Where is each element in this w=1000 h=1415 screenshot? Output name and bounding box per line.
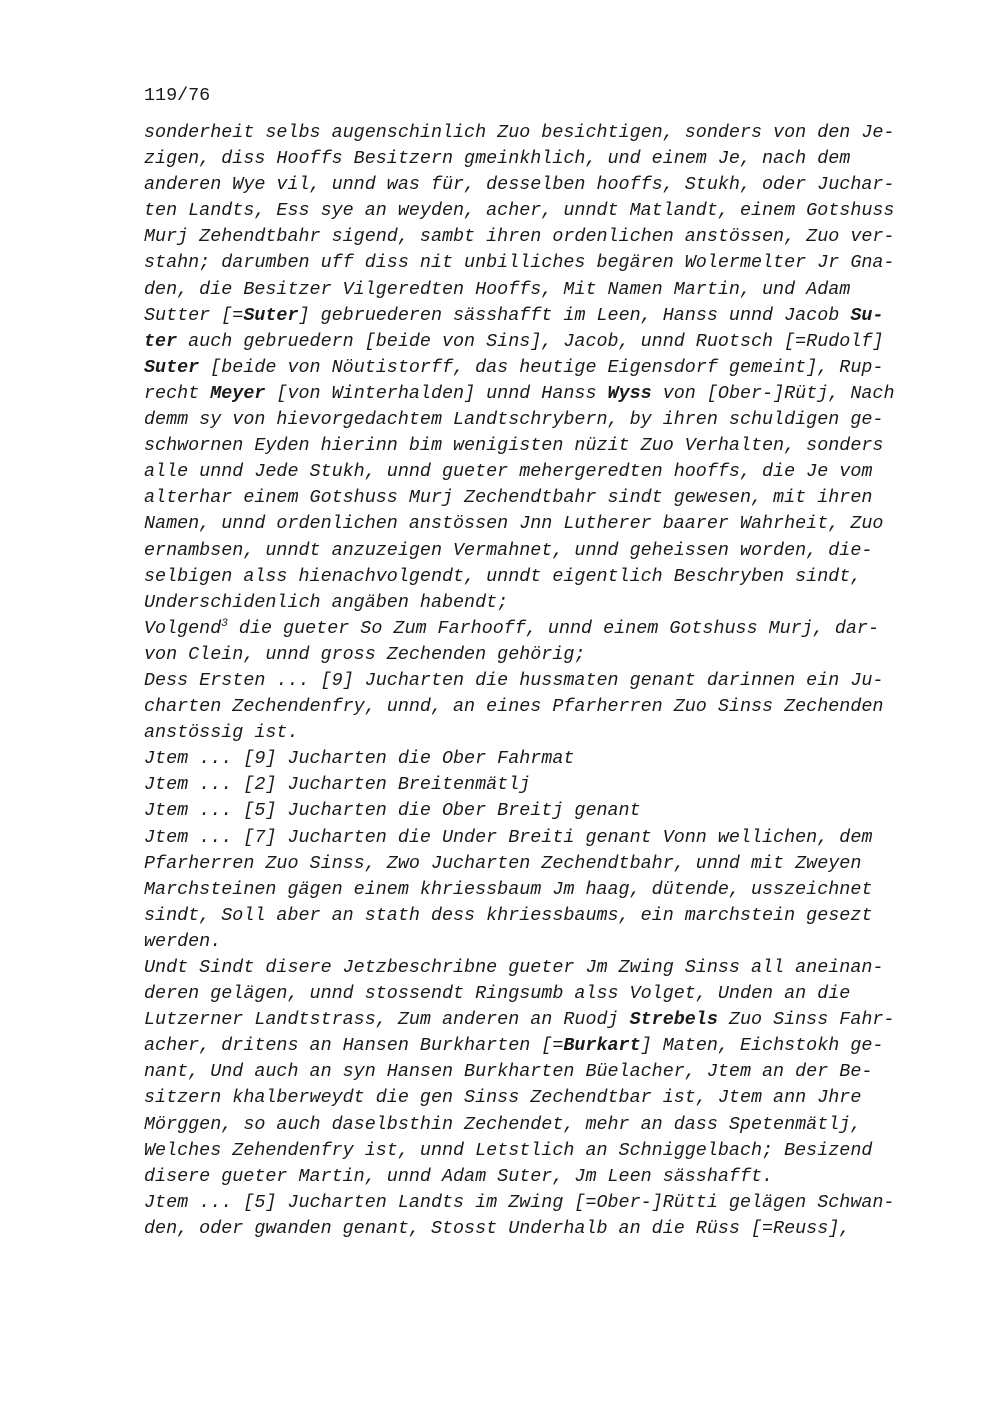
text-segment: disere gueter Martin, unnd Adam Suter, Jm Leen sässhafft. (144, 1165, 774, 1187)
text-segment: anderen Wye vil, unnd was für, desselben hooffs, Stukh, oder Juchar- (144, 174, 895, 196)
text-line (144, 1059, 894, 1085)
text-segment: stahn; darumben uff diss nit unbilliches begären Wolermelter Jr Gna- (144, 252, 895, 274)
text-segment: sindt, Soll aber an stath dess khriessbaums, ein marchstein gesezt (144, 904, 873, 926)
text-segment: Pfarherren Zuo Sinss, Zwo Jucharten Zechendtbahr, unnd mit Zweyen (144, 852, 862, 874)
text-line (144, 250, 894, 276)
text-segment: Dess Ersten ... [9] Jucharten die hussmaten genant darinnen ein Ju- (144, 669, 884, 691)
text-segment: Undt Sindt disere Jetzbeschribne gueter Jm Zwing Sinss all aneinan- (144, 957, 884, 978)
bold-surname: Burkart (563, 1035, 641, 1057)
text-line (144, 616, 894, 642)
text-segment: die gueter So Zum Farhooff, unnd einem Gotshuss Murj, dar- (227, 617, 880, 639)
bold-surname: Strebels (629, 1009, 718, 1031)
text-segment: Murj Zehendtbahr sigend, sambt ihren ordenlichen anstössen, Zuo ver- (144, 226, 895, 248)
text-segment: Jtem ... [5] Jucharten Landts im Zwing [=Ober-]Rütti gelägen Schwan- (144, 1191, 895, 1213)
text-segment: den, die Besitzer Vilgeredten Hooffs, Mit Namen Martin, und Adam (144, 278, 851, 300)
bold-surname: Su- (850, 304, 884, 326)
text-segment: alle unnd Jede Stukh, unnd gueter mehergeredten hooffs, die Je vom (144, 461, 873, 483)
text-line (144, 825, 894, 851)
text-line (144, 694, 894, 720)
text-segment: zigen, diss Hooffs Besitzern gmeinkhlich, und einem Je, nach dem (144, 148, 851, 170)
text-line (144, 511, 894, 537)
text-segment: Sutter [= (144, 304, 244, 326)
bold-surname: Meyer (210, 382, 266, 404)
text-segment: Zuo Sinss Fahr- (717, 1009, 895, 1031)
text-segment: schwornen Eyden hierinn bim wenigisten nüzit Zuo Verhalten, sonders (144, 435, 884, 457)
text-line (144, 746, 894, 772)
text-line (144, 485, 894, 511)
text-line (144, 1112, 894, 1138)
text-line (144, 172, 894, 198)
text-segment: Volgend (144, 617, 222, 639)
text-line (144, 720, 894, 746)
text-segment: Jtem ... [2] Jucharten Breitenmätlj (144, 774, 531, 796)
text-segment: auch gebruedern [beide von Sins], Jacob, unnd Ruotsch [=Rudolf] (177, 330, 884, 352)
text-line (144, 642, 894, 668)
text-line (144, 1085, 894, 1111)
text-segment: acher, dritens an Hansen Burkharten [= (144, 1035, 564, 1057)
text-segment: Jtem ... [5] Jucharten die Ober Breitj genant (144, 800, 641, 822)
text-segment: charten Zechendenfry, unnd, an eines Pfarherren Zuo Sinss Zechenden (144, 696, 884, 718)
text-segment: Mörggen, so auch daselbsthin Zechendet, mehr an dass Spetenmätlj, (144, 1113, 862, 1135)
text-segment: Namen, unnd ordenlichen anstössen Jnn Lutherer baarer Wahrheit, Zuo (144, 513, 884, 535)
text-line (144, 198, 894, 224)
text-segment: selbigen alss hienachvolgendt, unndt eigentlich Beschryben sindt, (144, 565, 862, 587)
bold-surname: Suter (243, 304, 299, 326)
text-line (144, 668, 894, 694)
text-line (144, 1190, 894, 1216)
text-line (144, 459, 894, 485)
text-segment: nant, Und auch an syn Hansen Burkharten Büelacher, Jtem an der Be- (144, 1061, 873, 1083)
text-line (144, 224, 894, 250)
text-line (144, 433, 894, 459)
text-line (144, 903, 894, 929)
footnote-marker: 3 (221, 617, 228, 630)
text-line (144, 981, 894, 1007)
text-line (144, 1007, 894, 1033)
text-segment: sonderheit selbs augenschinlich Zuo besichtigen, sonders von den Je- (144, 122, 895, 143)
text-segment: anstössig ist. (144, 722, 299, 744)
text-segment: ] gebruederen sässhafft im Leen, Hanss unnd Jacob (298, 304, 851, 326)
page-number: 119/76 (144, 85, 211, 106)
document-body-text (144, 120, 894, 1242)
text-segment: demm sy von hievorgedachtem Landtschrybern, by ihren schuldigen ge- (144, 409, 884, 431)
bold-surname: Suter (144, 356, 200, 378)
text-segment: recht (144, 382, 211, 404)
text-line (144, 955, 894, 981)
text-line (144, 877, 894, 903)
text-line (144, 590, 894, 616)
text-line (144, 1216, 894, 1242)
text-segment: alterhar einem Gotshuss Murj Zechendtbahr sindt gewesen, mit ihren (144, 487, 873, 509)
text-segment: Welches Zehendenfry ist, unnd Letstlich an Schniggelbach; Besizend (144, 1139, 873, 1161)
text-line (144, 146, 894, 172)
text-line (144, 329, 894, 355)
text-line (144, 355, 894, 381)
text-segment: Underschidenlich angäben habendt; (144, 591, 509, 613)
text-segment: Marchsteinen gägen einem khriessbaum Jm haag, dütende, usszeichnet (144, 878, 873, 900)
text-segment: ernambsen, unndt anzuzeigen Vermahnet, unnd geheissen worden, die- (144, 539, 873, 561)
text-line (144, 798, 894, 824)
bold-surname: ter (144, 330, 178, 352)
text-segment: sitzern khalberweydt die gen Sinss Zechendtbar ist, Jtem ann Jhre (144, 1087, 862, 1109)
text-segment: Jtem ... [7] Jucharten die Under Breiti genant Vonn wellichen, dem (144, 826, 873, 848)
text-segment: [beide von Nöutistorff, das heutige Eigensdorf gemeint], Rup- (199, 356, 884, 378)
text-segment: von [Ober-]Rütj, Nach (651, 382, 895, 404)
text-line (144, 1138, 894, 1164)
text-segment: den, oder gwanden genant, Stosst Underhalb an die Rüss [=Reuss], (144, 1217, 851, 1239)
text-segment: Jtem ... [9] Jucharten die Ober Fahrmat (144, 748, 575, 770)
text-segment: ] Maten, Eichstokh ge- (640, 1035, 884, 1057)
text-line (144, 277, 894, 303)
text-segment: Lutzerner Landtstrass, Zum anderen an Ruodj (144, 1009, 630, 1031)
text-line (144, 1033, 894, 1059)
text-segment: werden. (144, 930, 222, 952)
text-line (144, 772, 894, 798)
text-line (144, 1164, 894, 1190)
text-segment: ten Landts, Ess sye an weyden, acher, unndt Matlandt, einem Gotshuss (144, 200, 895, 222)
text-line (144, 407, 894, 433)
text-segment: von Clein, unnd gross Zechenden gehörig; (144, 643, 586, 665)
text-line (144, 851, 894, 877)
text-segment: [von Winterhalden] unnd Hanss (265, 382, 608, 404)
text-line (144, 538, 894, 564)
text-segment: deren gelägen, unnd stossendt Ringsumb alss Volget, Unden an die (144, 983, 851, 1005)
text-line (144, 929, 894, 955)
bold-surname: Wyss (607, 382, 652, 404)
text-line (144, 564, 894, 590)
text-line (144, 303, 894, 329)
text-line (144, 120, 894, 146)
text-line (144, 381, 894, 407)
